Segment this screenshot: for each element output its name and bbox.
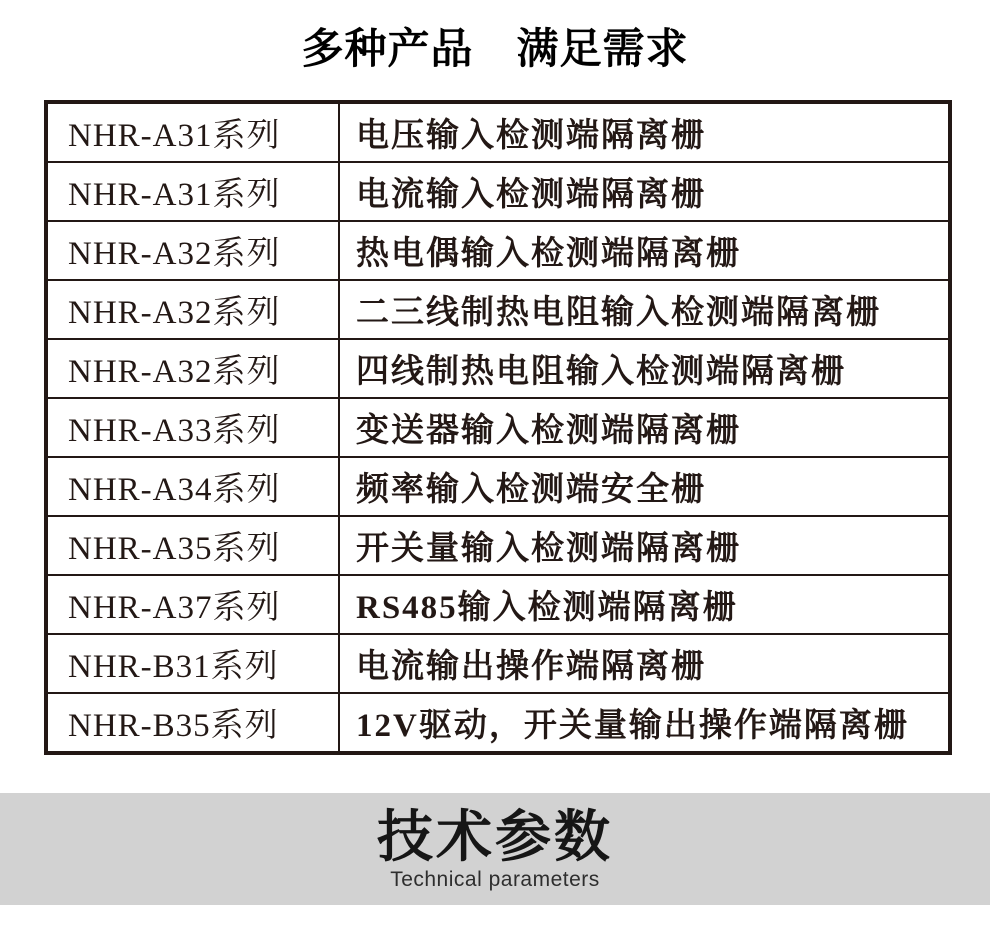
product-description-cell: 开关量输入检测端隔离栅 xyxy=(339,516,950,575)
table-row xyxy=(46,516,950,575)
product-description-cell: 变送器输入检测端隔离栅 xyxy=(339,398,950,457)
product-description-cell: 热电偶输入检测端隔离栅 xyxy=(339,221,950,280)
table-row xyxy=(46,280,950,339)
product-description-cell: 二三线制热电阻输入检测端隔离栅 xyxy=(339,280,950,339)
product-description-cell: 12V驱动，开关量输出操作端隔离栅 xyxy=(339,693,950,753)
product-description-cell: 电流输入检测端隔离栅 xyxy=(339,162,950,221)
series-name-cell: NHR-B35系列 xyxy=(46,693,339,753)
product-description-cell: 频率输入检测端安全栅 xyxy=(339,457,950,516)
series-name-cell: NHR-A32系列 xyxy=(46,339,339,398)
series-name-cell: NHR-A33系列 xyxy=(46,398,339,457)
table-row xyxy=(46,398,950,457)
product-description-cell: RS485输入检测端隔离栅 xyxy=(339,575,950,634)
table-row xyxy=(46,634,950,693)
page-title: 多种产品 满足需求 xyxy=(301,25,689,72)
series-name-cell: NHR-A32系列 xyxy=(46,221,339,280)
series-name-cell: NHR-A31系列 xyxy=(46,102,339,162)
technical-parameters-subheading: Technical parameters xyxy=(390,867,600,891)
table-row xyxy=(46,339,950,398)
series-name-cell: NHR-B31系列 xyxy=(46,634,339,693)
series-name-cell: NHR-A32系列 xyxy=(46,280,339,339)
table-row xyxy=(46,162,950,221)
product-series-table-body xyxy=(46,102,950,753)
product-description-cell: 四线制热电阻输入检测端隔离栅 xyxy=(339,339,950,398)
product-series-table xyxy=(44,100,952,755)
table-row xyxy=(46,102,950,162)
technical-parameters-heading: 技术参数 xyxy=(377,804,613,868)
series-name-cell: NHR-A34系列 xyxy=(46,457,339,516)
table-row xyxy=(46,221,950,280)
series-name-cell: NHR-A31系列 xyxy=(46,162,339,221)
product-description-cell: 电流输出操作端隔离栅 xyxy=(339,634,950,693)
table-row xyxy=(46,693,950,753)
series-name-cell: NHR-A35系列 xyxy=(46,516,339,575)
table-row xyxy=(46,457,950,516)
series-name-cell: NHR-A37系列 xyxy=(46,575,339,634)
technical-parameters-banner xyxy=(0,793,990,905)
table-row xyxy=(46,575,950,634)
product-description-cell: 电压输入检测端隔离栅 xyxy=(339,102,950,162)
